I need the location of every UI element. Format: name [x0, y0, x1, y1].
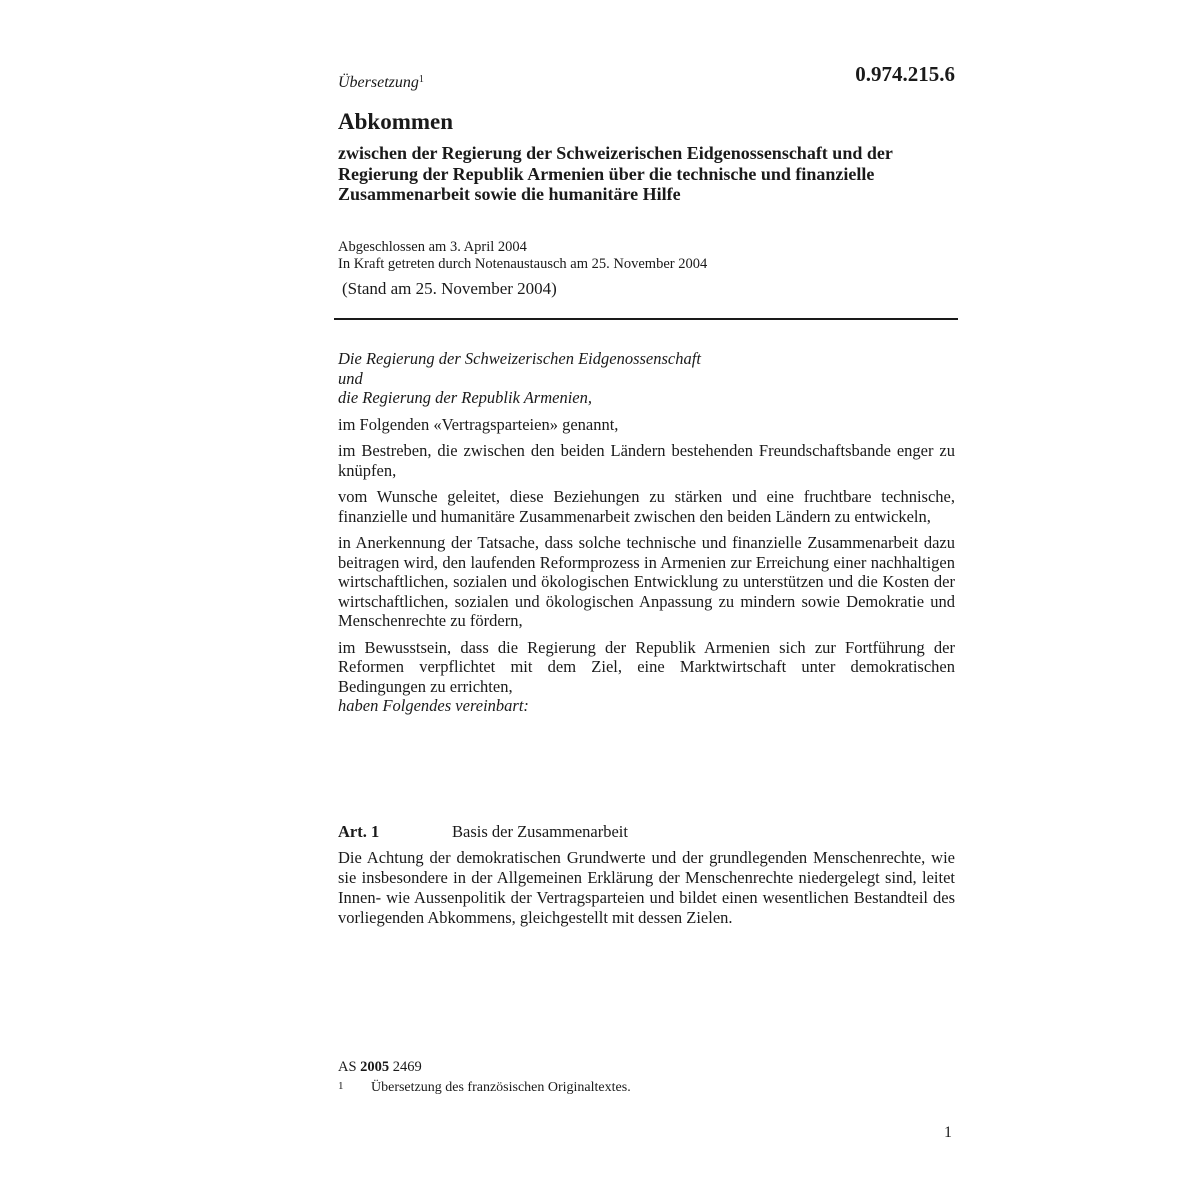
- preamble-paragraph: im Folgenden «Vertragsparteien» genannt,: [338, 414, 619, 434]
- preamble-paragraph: im Bewusstsein, dass die Regierung der Republik Armenien sich zur Fortführung der Reformen verpflichtet mit dem Ziel, eine Marktwirtschaft unter demokratischen Bedingungen zu errichten,: [338, 637, 955, 696]
- footnote-reference[interactable]: 1: [418, 74, 424, 85]
- document-subtitle: zwischen der Regierung der Schweizerischen Eidgenossenschaft und der Regierung der Republik Armenien über die technische und finanzielle Zusammenarbeit sowie die humanitäre Hilfe: [338, 143, 893, 204]
- status-date: (Stand am 25. November 2004): [342, 279, 557, 298]
- source-prefix: AS: [338, 1059, 357, 1075]
- preamble: [338, 349, 955, 716]
- preamble-paragraph: in Anerkennung der Tatsache, dass solche technische und finanzielle Zusammenarbeit dazu beitragen wird, den laufenden Reformprozess in Armenien zur Erreichung einer nachhaltigen wirtschaftlichen, sozialen und ökologischen Entwicklung zu unterstützen und die Kosten der wirtschaftlichen, sozialen und ökologischen Anpassung zu mindern sowie Demokratie und Menschenrechte zu fördern,: [338, 533, 955, 630]
- article-1: [338, 822, 955, 928]
- article-number: Art. 1: [338, 822, 380, 841]
- preamble-paragraph: im Bestreben, die zwischen den beiden Ländern bestehenden Freundschaftsbande enger zu knüpfen,: [338, 441, 955, 480]
- translation-label: [338, 74, 424, 92]
- source-year: 2005: [360, 1059, 390, 1075]
- source-page: 2469: [392, 1059, 422, 1075]
- footnote-text: Übersetzung des französischen Originaltextes.: [371, 1080, 631, 1095]
- preamble-paragraph: vom Wunsche geleitet, diese Beziehungen zu stärken und eine fruchtbare technische, finanzielle und humanitäre Zusammenarbeit zwischen den beiden Ländern zu entwickeln,: [338, 487, 955, 526]
- page-number: 1: [944, 1124, 952, 1141]
- footnote-mark: 1: [338, 1080, 344, 1092]
- preamble-party-2: die Regierung der Republik Armenien,: [338, 388, 593, 407]
- article-title: Basis der Zusammenarbeit: [452, 822, 628, 841]
- translation-label-text: Übersetzung: [338, 74, 419, 91]
- concluded-date: Abgeschlossen am 3. April 2004: [338, 239, 527, 255]
- preamble-party-1: Die Regierung der Schweizerischen Eidgenossenschaft: [338, 349, 701, 368]
- document-dates: [338, 239, 707, 273]
- preamble-agreed: haben Folgendes vereinbart:: [338, 696, 529, 715]
- header-divider: [334, 318, 958, 320]
- article-heading: [338, 822, 955, 842]
- footnote: [338, 1080, 631, 1096]
- preamble-conjunction: und: [338, 368, 363, 388]
- official-source: [338, 1059, 422, 1076]
- sr-number: 0.974.215.6: [855, 62, 955, 86]
- in-force-date: In Kraft getreten durch Notenaustausch am 25. November 2004: [338, 256, 708, 272]
- document-title: Abkommen: [338, 109, 454, 134]
- article-body: Die Achtung der demokratischen Grundwerte und der grundlegenden Menschenrechte, wie sie insbesondere in der Allgemeinen Erklärung der Menschenrechte niedergelegt sind, leitet Innen- wie Aussenpolitik der Vertragsparteien und bildet einen wesentlichen Bestandteil des vorliegenden Abkommens, gleichgestellt mit dessen Zielen.: [338, 848, 955, 927]
